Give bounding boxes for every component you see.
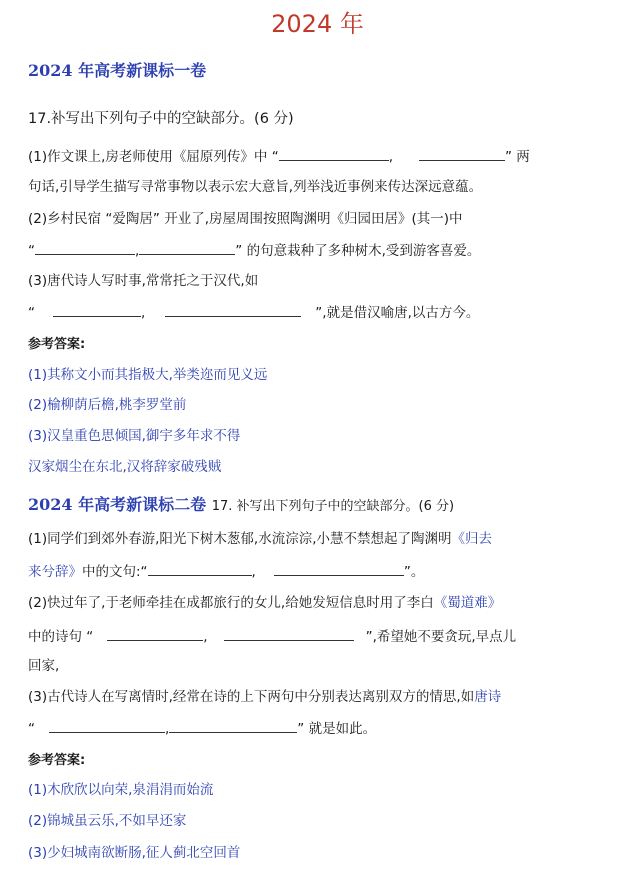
s1-q3-text-a: “ <box>28 305 35 321</box>
s2-q1-line1 <box>28 530 492 548</box>
section2-answer-1: (1)木欣欣以向荣,泉涓涓而始流 <box>28 782 214 798</box>
answer-blank[interactable] <box>139 240 235 255</box>
answer-blank[interactable] <box>224 626 354 641</box>
s2-q2-line2 <box>28 626 516 646</box>
s2-q2-text-a: (2)快过年了,于老师牵挂在成都旅行的女儿,给她发短信息时用了李白 <box>28 595 434 611</box>
section2-answer-3: (3)少妇城南欲断肠,征人蓟北空回首 <box>28 845 241 861</box>
s1-q2-line1: (2)乡村民宿 “爱陶居” 开业了,房屋周围按照陶渊明《归园田居》(其一)中 <box>28 211 463 227</box>
section1-answer-1: (1)其称文小而其指极大,举类迩而见义远 <box>28 367 268 383</box>
s1-q3-line1: (3)唐代诗人写时事,常常托之于汉代,如 <box>28 273 259 289</box>
s2-q1-line2 <box>28 561 424 581</box>
s2-q1-text-b: 中的文句:“ <box>82 564 148 580</box>
s1-q1-text-a: (1)作文课上,房老师使用《屈原列传》中 “ <box>28 149 279 165</box>
s1-q3-text-c: ”,就是借汉喻唐,以古方今。 <box>315 305 480 321</box>
s2-q2-line3: 回家, <box>28 658 60 674</box>
guiqulaixici-link-cont[interactable]: 来兮辞》 <box>28 564 82 580</box>
s1-q2-text-a: “ <box>28 243 35 259</box>
answer-blank[interactable] <box>419 146 505 161</box>
s1-q1-text-c: ” 两 <box>505 149 530 165</box>
s2-q3-text-d: ” 就是如此。 <box>297 721 377 737</box>
s2-q2-text-d: ”,希望她不要贪玩,早点儿 <box>365 629 517 645</box>
s1-q2-line2 <box>28 240 480 260</box>
s2-q1-text-c: , <box>251 564 256 580</box>
s1-q1-text-b: , <box>388 149 393 165</box>
answer-blank[interactable] <box>49 718 165 733</box>
answer-blank[interactable] <box>35 240 135 255</box>
answer-blank[interactable] <box>274 561 404 576</box>
guiqulaixici-link[interactable]: 《归去 <box>451 531 492 547</box>
section1-heading: 2024 年高考新课标一卷 <box>28 61 207 80</box>
s2-q3-text-c: , <box>165 721 170 737</box>
section2-heading <box>28 492 454 515</box>
section2-heading-text: 2024 年高考新课标二卷 <box>28 495 207 514</box>
s2-q3-text-b: “ <box>28 721 35 737</box>
section1-answer-3: (3)汉皇重色思倾国,御宇多年求不得 <box>28 428 241 444</box>
shudaonan-link[interactable]: 《蜀道难》 <box>433 595 502 611</box>
s1-q1-line2: 句话,引导学生描写寻常事物以表示宏大意旨,列举浅近事例来传达深远意蕴。 <box>28 179 483 195</box>
s2-q3-line1 <box>28 688 501 706</box>
section1-answer-4: 汉家烟尘在东北,汉将辞家破残贼 <box>28 459 222 475</box>
section2-answer-label: 参考答案: <box>28 753 86 768</box>
tangshi-link[interactable]: 唐诗 <box>474 689 502 705</box>
section2-question-title: 17. 补写出下列句子中的空缺部分。(6 分) <box>211 499 455 514</box>
s1-q2-text-b: , <box>135 243 140 259</box>
s1-q3-line2 <box>28 302 479 322</box>
answer-blank[interactable] <box>279 146 389 161</box>
s2-q2-text-c: , <box>203 629 208 645</box>
answer-blank[interactable] <box>107 626 203 641</box>
answer-blank[interactable] <box>148 561 252 576</box>
answer-blank[interactable] <box>165 302 301 317</box>
section1-answer-2: (2)榆柳荫后檐,桃李罗堂前 <box>28 397 187 413</box>
s2-q1-text-d: ”。 <box>403 564 425 580</box>
section1-question-title: 17.补写出下列句子中的空缺部分。(6 分) <box>28 111 294 127</box>
page-title: 2024 年 <box>271 10 364 38</box>
s2-q3-line2 <box>28 718 376 738</box>
s2-q1-text-a: (1)同学们到郊外春游,阳光下树木葱郁,水流淙淙,小慧不禁想起了陶渊明 <box>28 531 452 547</box>
answer-blank[interactable] <box>169 718 297 733</box>
section2-answer-2: (2)锦城虽云乐,不如早还家 <box>28 813 187 829</box>
s2-q3-text-a: (3)古代诗人在写离情时,经常在诗的上下两句中分别表达离别双方的情思,如 <box>28 689 475 705</box>
answer-blank[interactable] <box>53 302 141 317</box>
s2-q2-text-b: 中的诗句 “ <box>28 629 94 645</box>
section1-answer-label: 参考答案: <box>28 337 86 352</box>
s2-q2-line1 <box>28 594 501 612</box>
s1-q1-line1 <box>28 146 530 166</box>
s1-q2-text-c: ” 的句意栽种了多种树木,受到游客喜爱。 <box>235 243 481 259</box>
s1-q3-text-b: , <box>141 305 146 321</box>
